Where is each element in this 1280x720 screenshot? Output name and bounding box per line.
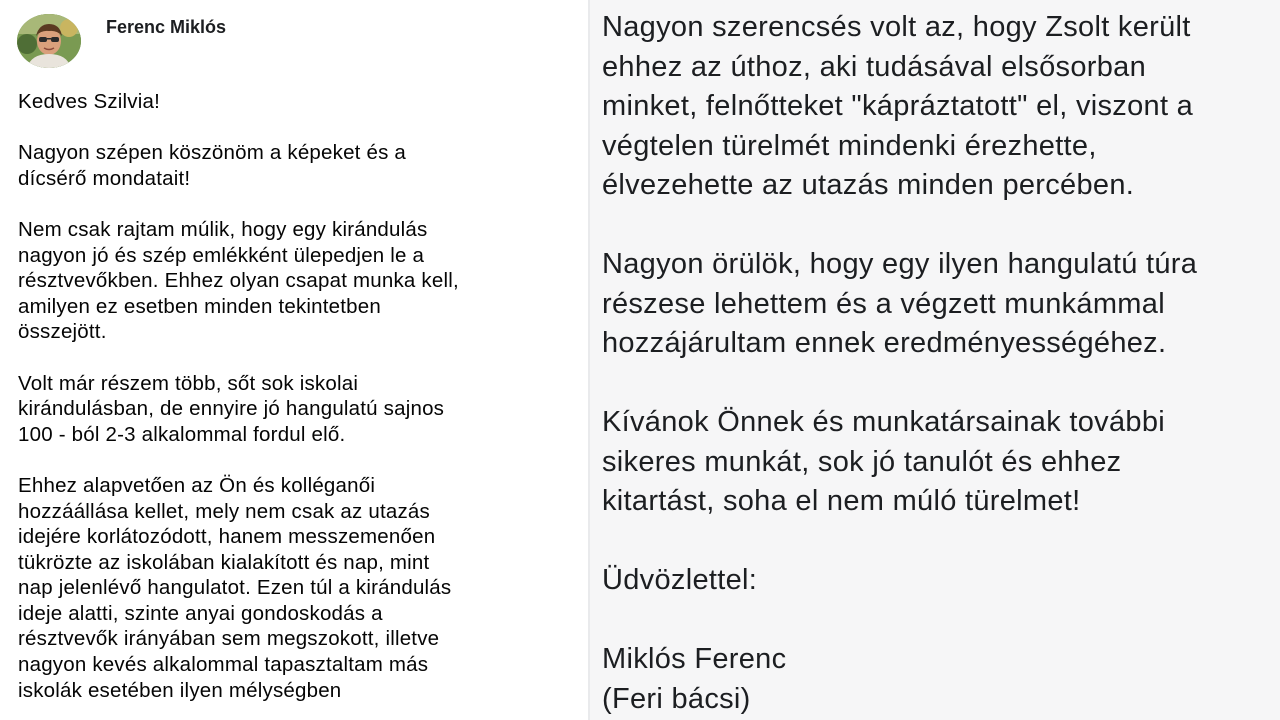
text-line: ideje alatti, szinte anyai gondoskodás a xyxy=(18,601,383,625)
text-line: (Feri bácsi) xyxy=(602,682,751,715)
text-line: összejött. xyxy=(18,320,107,344)
text-line: nagyon kevés alkalommal tapasztaltam más xyxy=(18,653,429,677)
text-line: kirándulásban, de ennyire jó hangulatú sajnos xyxy=(18,397,445,421)
text-line: nap jelenlévő hangulatot. Ezen túl a kirándulás xyxy=(18,576,452,600)
text-line: résztvevőkben. Ehhez olyan csapat munka kell, xyxy=(18,269,459,293)
paragraph xyxy=(18,140,578,191)
text-line: végtelen türelmét mindenki érezhette, xyxy=(602,129,1097,162)
left-post-panel xyxy=(0,0,588,720)
text-line: hozzájárultam ennek eredményességéhez. xyxy=(602,327,1167,359)
text-line: Nagyon szerencsés volt az, hogy Zsolt került xyxy=(602,11,1191,43)
post-author-name[interactable]: Ferenc Miklós xyxy=(106,17,227,37)
text-line: dícsérő mondatait! xyxy=(18,166,191,190)
text-line: nagyon jó és szép emlékként ülepedjen le a xyxy=(18,243,425,267)
text-line: minket, felnőtteket "kápráztatott" el, viszont a xyxy=(602,90,1194,122)
text-line: Ehhez alapvetően az Ön és kolléganői xyxy=(18,473,376,497)
paragraph xyxy=(602,8,1278,206)
text-line: hozzáállása kellet, mely nem csak az utazás xyxy=(18,499,430,523)
text-line: ehhez az úthoz, aki tudásával elsősorban xyxy=(602,50,1147,83)
text-line: részese lehettem és a végzett munkámmal xyxy=(602,287,1165,320)
text-line: 100 - ból 2-3 alkalommal fordul elő. xyxy=(18,422,346,446)
text-line: Miklós Ferenc xyxy=(602,643,787,675)
paragraph xyxy=(602,403,1278,522)
text-line: kitartást, soha el nem múló türelmet! xyxy=(602,485,1081,517)
paragraph xyxy=(18,217,578,345)
text-line: Kívánok Önnek és munkatársainak további xyxy=(602,406,1166,438)
paragraph xyxy=(602,245,1278,364)
paragraph xyxy=(18,473,578,703)
text-line: Üdvözlettel: xyxy=(602,564,758,596)
avatar[interactable] xyxy=(17,14,81,68)
text-line: Nagyon örülök, hogy egy ilyen hangulatú túra xyxy=(602,248,1198,280)
paragraph xyxy=(18,89,578,115)
left-post-text xyxy=(18,89,578,720)
paragraph xyxy=(602,561,1278,601)
text-line: idejére korlátozódott, hanem messzemenően xyxy=(18,525,436,549)
paragraph xyxy=(602,640,1278,719)
text-line: amilyen ez esetben minden tekintetben xyxy=(18,294,381,318)
text-line: sikeres munkát, sok jó tanulót és ehhez xyxy=(602,445,1122,478)
right-post-text xyxy=(602,8,1278,720)
text-line: Volt már részem több, sőt sok iskolai xyxy=(18,371,359,395)
text-line: iskolák esetében ilyen mélységben xyxy=(18,678,342,702)
right-post-panel xyxy=(590,0,1280,720)
avatar-photo-icon xyxy=(17,14,81,68)
text-line: élvezehette az utazás minden percében. xyxy=(602,169,1135,201)
text-line: résztvevők irányában sem megszokott, illetve xyxy=(18,627,440,651)
text-line: Nagyon szépen köszönöm a képeket és a xyxy=(18,141,407,165)
text-line: Kedves Szilvia! xyxy=(18,90,161,113)
text-line: tükrözte az iskolában kialakított és nap, mint xyxy=(18,550,430,574)
text-line: Nem csak rajtam múlik, hogy egy kirándulás xyxy=(18,217,428,241)
paragraph xyxy=(18,371,578,448)
